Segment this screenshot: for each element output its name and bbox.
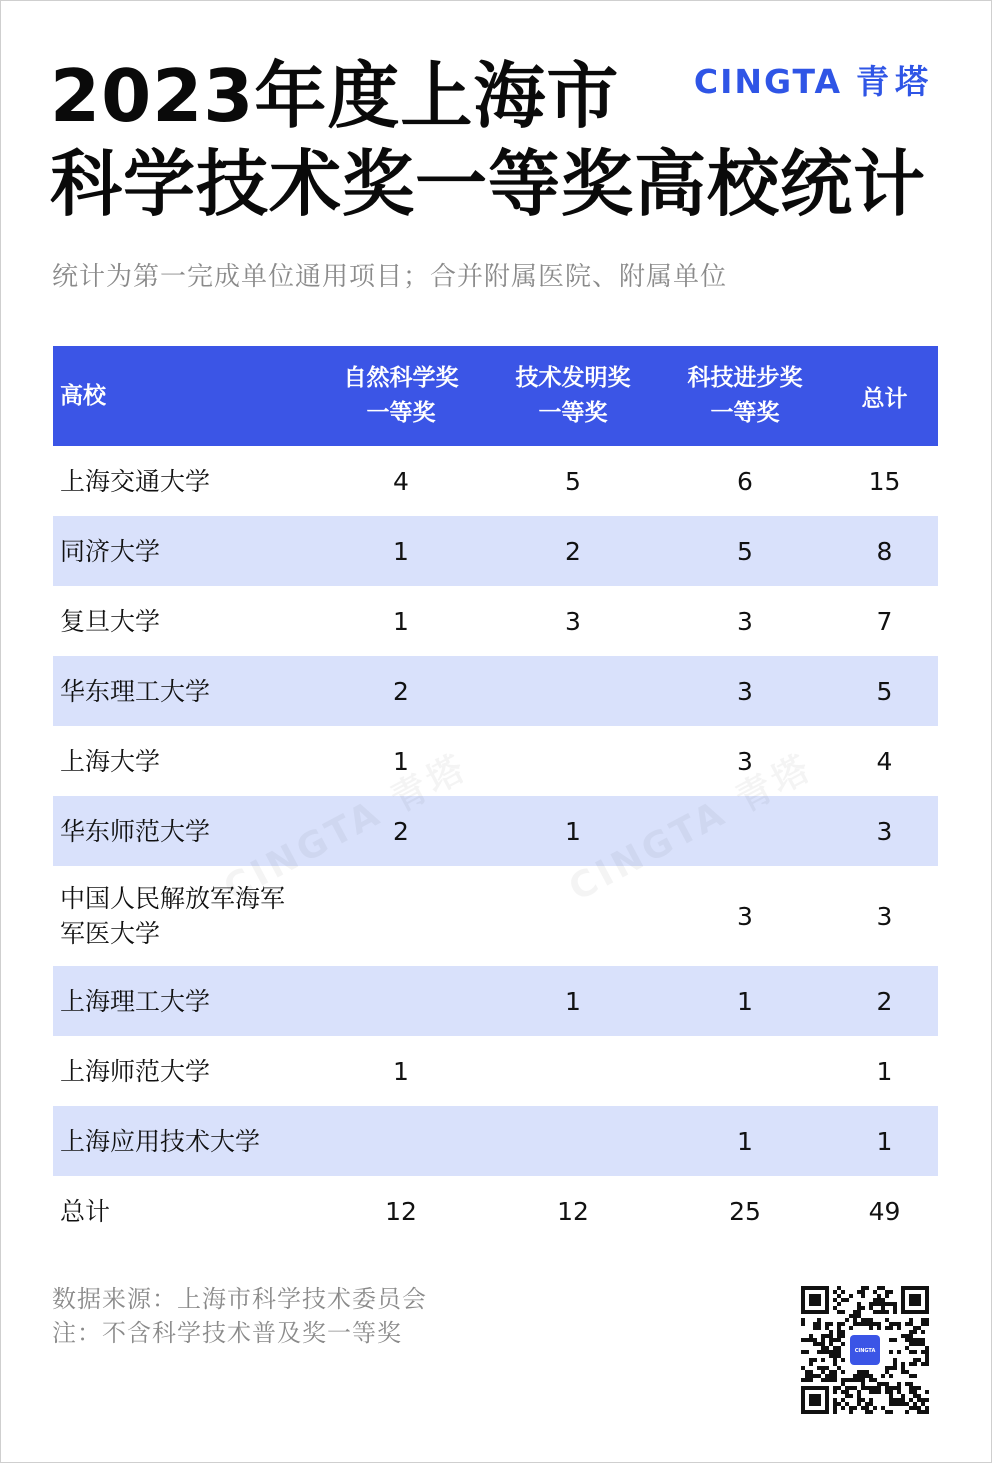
totals-natural: 12 <box>385 1196 417 1226</box>
table-row <box>53 656 938 726</box>
header-natural-line2: 一等奖 <box>366 400 436 426</box>
cell-school: 上海应用技术大学 <box>60 1126 261 1156</box>
cell-progress: 3 <box>737 676 753 706</box>
cell-total: 3 <box>876 901 893 931</box>
header-natural <box>315 361 487 431</box>
cell-total: 3 <box>876 816 893 846</box>
totals-label: 总计 <box>60 1196 111 1226</box>
cell-school <box>53 881 315 951</box>
cell-natural: 1 <box>393 536 409 566</box>
logo-cn: 青塔 <box>856 62 934 101</box>
cell-progress: 6 <box>737 466 753 496</box>
table-row <box>53 966 938 1036</box>
header-progress-line1: 科技进步奖 <box>687 365 803 391</box>
header-school: 高校 <box>60 382 106 409</box>
cell-school: 同济大学 <box>60 536 161 566</box>
cingta-logo <box>694 56 934 103</box>
cell-natural: 2 <box>393 676 409 706</box>
table-row <box>53 1106 938 1176</box>
cell-school: 上海大学 <box>60 746 161 776</box>
cell-progress: 1 <box>737 1126 753 1156</box>
title-line-1: 2023年度上海市 <box>50 54 620 138</box>
cell-natural: 1 <box>393 1056 409 1086</box>
cell-school: 上海理工大学 <box>60 986 211 1016</box>
cell-natural: 1 <box>393 746 409 776</box>
cell-total: 15 <box>868 466 901 496</box>
cell-total: 4 <box>876 746 893 776</box>
cell-total: 8 <box>876 536 893 566</box>
cell-total: 2 <box>876 986 893 1016</box>
table-row <box>53 726 938 796</box>
cell-progress: 3 <box>737 901 753 931</box>
header-invention <box>487 361 659 431</box>
cell-natural: 2 <box>393 816 409 846</box>
header-invention-line2: 一等奖 <box>538 400 608 426</box>
header-natural-line1: 自然科学奖 <box>343 365 459 391</box>
table-row <box>53 1036 938 1106</box>
cell-invention: 5 <box>565 466 581 496</box>
cell-total: 1 <box>876 1126 893 1156</box>
qr-code-icon <box>801 1286 929 1414</box>
cell-invention: 1 <box>565 816 581 846</box>
cell-progress: 3 <box>737 606 753 636</box>
cell-invention: 2 <box>565 536 581 566</box>
cell-natural: 1 <box>393 606 409 636</box>
table-header-row <box>53 346 938 446</box>
cell-progress: 5 <box>737 536 753 566</box>
qr-center-label: CINGTA <box>854 1348 876 1354</box>
table-totals-row <box>53 1176 938 1246</box>
cell-school: 华东理工大学 <box>60 676 211 706</box>
totals-total: 49 <box>868 1196 901 1226</box>
table-row <box>53 446 938 516</box>
table-row <box>53 586 938 656</box>
cell-school: 上海师范大学 <box>60 1056 211 1086</box>
header-invention-line1: 技术发明奖 <box>515 365 631 391</box>
source-line-1: 数据来源：上海市科学技术委员会 <box>52 1285 427 1313</box>
totals-progress: 25 <box>729 1196 761 1226</box>
cell-total: 7 <box>876 606 893 636</box>
cell-school: 复旦大学 <box>60 606 161 636</box>
cell-school-line1: 中国人民解放军海军 <box>60 884 286 913</box>
stats-table <box>53 346 938 1246</box>
header-progress-line2: 一等奖 <box>710 400 780 426</box>
cell-school: 华东师范大学 <box>60 816 211 846</box>
header-progress <box>659 361 831 431</box>
totals-invention: 12 <box>557 1196 589 1226</box>
table-row <box>53 796 938 866</box>
logo-en: CINGTA <box>693 62 842 101</box>
header-total: 总计 <box>861 385 908 412</box>
cell-total: 1 <box>876 1056 893 1086</box>
source-line-2: 注：不含科学技术普及奖一等奖 <box>52 1319 402 1347</box>
cell-school: 上海交通大学 <box>60 466 211 496</box>
source-note <box>52 1282 427 1350</box>
title-line-2: 科学技术奖一等奖高校统计 <box>50 142 927 226</box>
cell-school-line2: 军医大学 <box>60 919 161 948</box>
cell-progress: 1 <box>737 986 753 1016</box>
cell-invention: 1 <box>565 986 581 1016</box>
subtitle: 统计为第一完成单位通用项目；合并附属医院、附属单位 <box>52 262 728 292</box>
cell-invention: 3 <box>565 606 581 636</box>
table-row <box>53 516 938 586</box>
table-row <box>53 866 938 966</box>
cell-progress: 3 <box>737 746 753 776</box>
cell-natural: 4 <box>393 466 409 496</box>
cell-total: 5 <box>876 676 893 706</box>
